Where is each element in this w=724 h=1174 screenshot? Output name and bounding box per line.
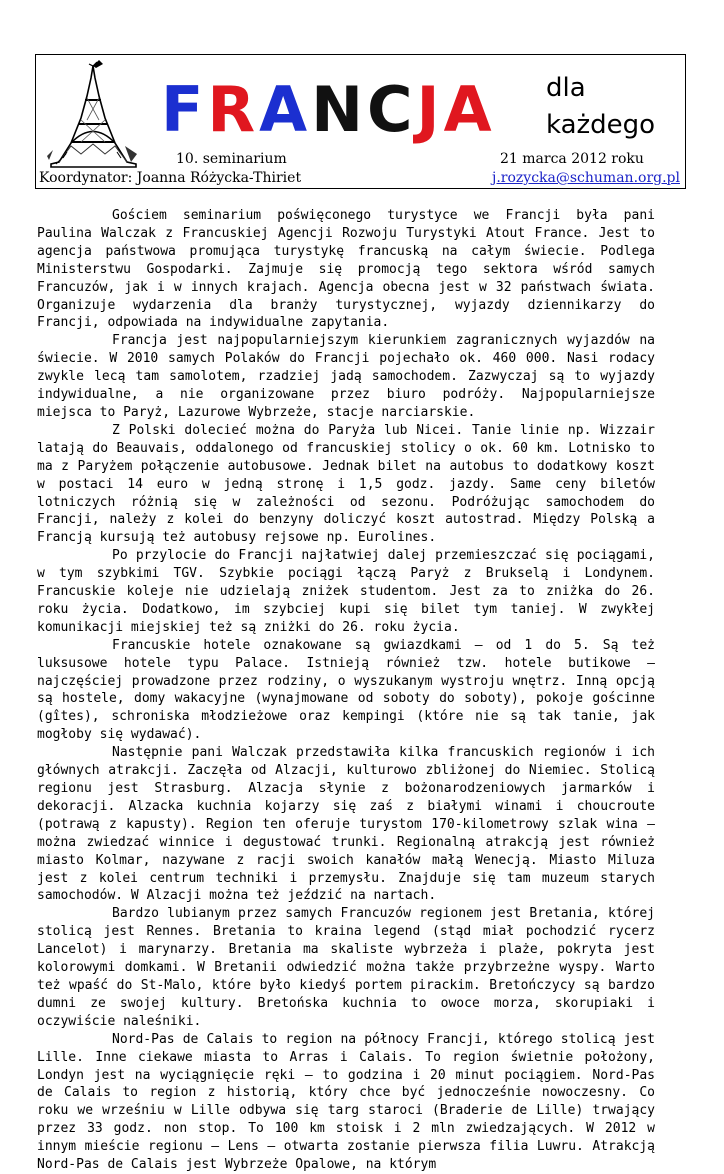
seminar-number: 10. seminarium: [176, 151, 287, 167]
eiffel-tower-logo: [41, 58, 146, 170]
paragraph: Bardzo lubianym przez samych Francuzów regionem jest Bretania, której stolicą jest Rennes. Bretania to kraina legend (stąd miał pochodzić rycerz Lancelot) i marynarzy. Bretania ma skaliste wybrzeża i plaże, pokryta jest kolorowymi domkami. W Bretanii odwiedzić można także przybrzeżne wyspy. Warto też wpaść do St-Malo, które było kiedyś portem pirackim. Bretończycy są bardzo dumni ze swojej kultury. Bretońska kuchnia to owoce morza, skorupiaki i oczywiście naleśniki.: [37, 906, 655, 1029]
title-letter: C: [366, 73, 417, 146]
paragraph: Po przylocie do Francji najłatwiej dalej przemieszczać się pociągami, w tym szybkimi TGV. Szybkie pociągi łączą Paryż z Brukselą i Londynem. Francuskie koleje nie udzielają zniżek studentom. Jest za to zniżka do 26. roku życia. Dodatkowo, im szybciej kupi się bilet tym taniej. W zwykłej komunikacji miejskiej też są zniżki do 26. roku życia.: [37, 548, 655, 635]
title-francja: [161, 75, 496, 145]
paragraph: Z Polski dolecieć można do Paryża lub Nicei. Tanie linie np. Wizzair latają do Beauvais, oddalonego od francuskiej stolicy o ok. 60 km. Lotnisko to ma z Paryżem połączenie autobusowe. Jednak bilet na autobus to dodatkowy koszt w postaci 14 euro w jedną stronę i 1,5 godz. jazdy. Same ceny biletów lotniczych różnią się w zależności od sezonu. Podróżując samochodem do Francji, należy z kolei do benzyny doliczyć koszt autostrad. Między Polską a Francją kursują też autobusy rejsowe np. Eurolines.: [37, 422, 655, 546]
title-letter: A: [259, 73, 312, 146]
coordinator-email-link[interactable]: j.rozycka@schuman.org.pl: [492, 170, 680, 186]
subtitle-kazdego: każdego: [546, 110, 656, 140]
title-letter: F: [161, 73, 208, 146]
paragraph: Francja jest najpopularniejszym kierunkiem zagranicznych wyjazdów na świecie. W 2010 samych Polaków do Francji pojechało ok. 460 000. Nasi rodacy zwykle lecą tam samolotem, rzadziej jadą samochodem. Zazwyczaj są to wyjazdy indywidualne, a nie organizowane przez biuro podróży. Najpopularniejsze miejsca to Paryż, Lazurowe Wybrzeże, stacje narciarskie.: [37, 333, 655, 420]
paragraph: Francuskie hotele oznakowane są gwiazdkami – od 1 do 5. Są też luksusowe hotele typu Palace. Istnieją również tzw. hotele butikowe – najczęściej prowadzone przez rodziny, o wyszukanym wystroju wnętrz. Inną opcją są hostele, domy wakacyjne (wynajmowane od soboty do soboty), pokoje gościnne (gîtes), schroniska młodzieżowe oraz kempingi (które nie są tak tanie, jak mogłoby się wydawać).: [37, 637, 655, 743]
title-letter: J: [416, 73, 444, 146]
coordinator: Koordynator: Joanna Różycka-Thiriet: [39, 170, 302, 186]
paragraph: Gościem seminarium poświęconego turystyce we Francji była pani Paulina Walczak z Francuskiej Agencji Rozwoju Turystyki Atout France. Jest to agencja państwowa promująca turystykę francuską na całym świecie. Podlega Ministerstwu Gospodarki. Zajmuje się promocją tego sektora wśród samych Francuzów, jak i w innych krajach. Agencja obecna jest w 32 państwach świata. Organizuje wydarzenia dla branży turystycznej, wyjazdy dziennikarzy do Francji, odpowiada na indywidualne zapytania.: [37, 208, 655, 331]
title-letter: N: [311, 73, 367, 146]
title-letter: R: [207, 73, 260, 146]
article-body: [37, 207, 655, 1174]
header-box: [35, 54, 686, 189]
title-letter: A: [443, 73, 496, 146]
subtitle-dla: dla: [546, 73, 586, 103]
paragraph: Następnie pani Walczak przedstawiła kilka francuskich regionów i ich głównych atrakcji. Zaczęła od Alzacji, kulturowo zbliżonej do Niemiec. Stolicą regionu jest Strasburg. Alzacja słynie z bożonarodzeniowych jarmarków i dekoracji. Alzacka kuchnia kojarzy się zaś z białymi winami i choucroute (potrawą z kapusty). Region ten oferuje turystom 170-kilometrowy szlak wina – można zwiedzać winnice i degustować trunki. Regionalną atrakcją jest również miasto Kolmar, nazywane z racji swoich kanałów małą Wenecją. Miasto Miluza jest z kolei centrum techniki i przemysłu. Znajduje się tam muzeum starych samochodów. W Alzacji można też jeździć na nartach.: [37, 745, 655, 904]
paragraph: Nord-Pas de Calais to region na północy Francji, którego stolicą jest Lille. Inne ciekawe miasta to Arras i Calais. To region świetnie położony, Londyn jest na wyciągnięcie ręki – to godzina i 20 minut pociągiem. Nord-Pas de Calais to region z historią, który chce być jednocześnie nowoczesny. Co roku we wrześniu w Lille odbywa się targ staroci (Braderie de Lille) trwający przez 33 godz. non stop. To 100 km stoisk i 2 mln zwiedzających. W 2012 w innym mieście regionu – Lens – otwarta zostanie pierwsza filia Luwru. Atrakcją Nord-Pas de Calais jest Wybrzeże Opalowe, na którym: [37, 1031, 655, 1173]
seminar-date: 21 marca 2012 roku: [500, 151, 644, 167]
